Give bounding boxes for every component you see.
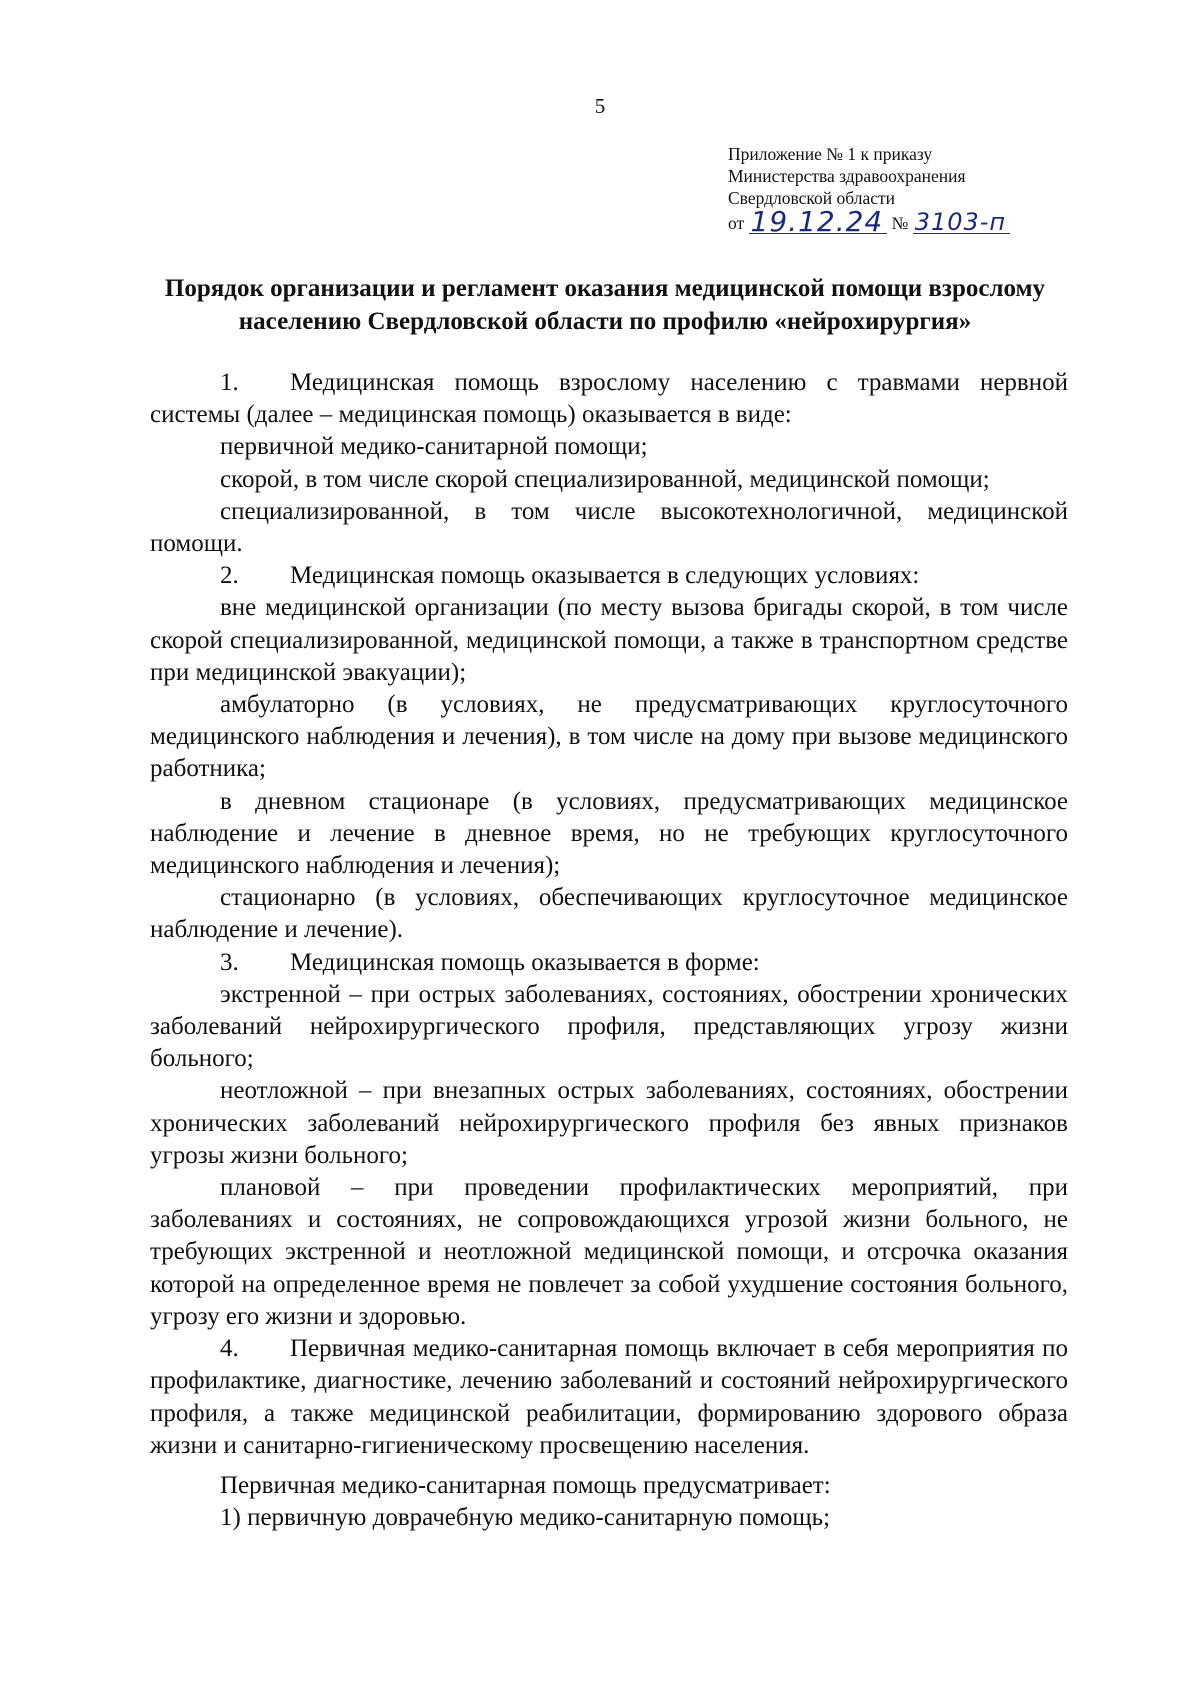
handwritten-date: 19.12.24: [750, 205, 884, 238]
numbered-paragraph: [150, 947, 1068, 979]
numbered-paragraph: [150, 560, 1068, 592]
paragraph-text: стационарно (в условиях, обеспечивающих круглосуточное медицинское наблюдение и лечение).: [150, 884, 1068, 944]
handwritten-number: 3103-п: [914, 208, 1007, 236]
paragraph: [150, 1502, 1068, 1534]
document-body: [150, 367, 1068, 1534]
paragraph: [150, 592, 1068, 689]
paragraph-text: в дневном стационаре (в условиях, предусматривающих медицинское наблюдение и лечение в дневное время, но не требующих круглосуточного медицинского наблюдения и лечения);: [150, 787, 1068, 880]
paragraph: [150, 882, 1068, 946]
paragraph-text: первичной медико-санитарной помощи;: [220, 433, 648, 461]
from-label: от: [728, 213, 745, 233]
paragraph: [150, 496, 1068, 560]
title-line-1: Порядок организации и регламент оказания медицинской помощи взрослому: [164, 275, 1046, 302]
appendix-line-3: Свердловской области: [728, 188, 896, 208]
paragraph: [150, 1075, 1068, 1172]
paragraph-text: экстренной – при острых заболеваниях, состояниях, обострении хронических заболеваний нейрохирургического профиля, представляющих угрозу жизни больного;: [150, 980, 1068, 1073]
paragraph-text: Первичная медико-санитарная помощь включает в себя мероприятия по профилактике, диагностике, лечению заболеваний и состояний нейрохирургического профиля, а также медицинской реабилитации, формированию здорового образа жизни и санитарно-гигиеническому просвещению населения.: [150, 1335, 1068, 1459]
number-label: №: [891, 213, 909, 233]
paragraph-text: Медицинская помощь оказывается в форме:: [290, 948, 760, 976]
paragraph-text: плановой – при проведении профилактических мероприятий, при заболеваниях и состояниях, не сопровождающихся угрозой жизни больного, не требующих экстренной и неотложной медицинской помощи, и отсрочка оказания которой на определенное время не повлечет за собой ухудшение состояния больного, угрозу его жизни и здоровью.: [150, 1174, 1068, 1330]
page-number: 5: [594, 94, 606, 118]
numbered-paragraph: [150, 367, 1068, 431]
appendix-block: [728, 143, 1058, 241]
paragraph-text: вне медицинской организации (по месту вызова бригады скорой, в том числе скорой специализированной, медицинской помощи, а также в транспортном средстве при медицинской эвакуации);: [150, 594, 1068, 686]
paragraph-text: амбулаторно (в условиях, не предусматривающих круглосуточного медицинского наблюдения и лечения), в том числе на дому при вызове медицинского работника;: [150, 691, 1068, 783]
paragraph: [150, 431, 1068, 463]
appendix-line-1: Приложение № 1 к приказу: [728, 144, 933, 164]
paragraph: [150, 464, 1068, 496]
paragraph-text: 1) первичную доврачебную медико-санитарную помощь;: [220, 1504, 831, 1532]
paragraph-number: 4.: [220, 1335, 239, 1363]
paragraph: [150, 1172, 1068, 1333]
paragraph-text: Первичная медико-санитарная помощь предусматривает:: [220, 1471, 831, 1499]
paragraph: [150, 979, 1068, 1076]
paragraph-number: 3.: [220, 948, 239, 976]
paragraph-text: Медицинская помощь взрослому населению с травмами нервной системы (далее – медицинская помощь) оказывается в виде:: [150, 369, 1068, 429]
paragraph-text: специализированной, в том числе высокотехнологичной, медицинской помощи.: [150, 497, 1068, 558]
paragraph-text: неотложной – при внезапных острых заболеваниях, состояниях, обострении хронических заболеваний нейрохирургического профиля без явных признаков угрозы жизни больного;: [150, 1077, 1068, 1169]
title-line-2: населению Свердловской области по профилю «нейрохирургия»: [238, 308, 972, 335]
document-title: [140, 272, 1070, 338]
paragraph-text: скорой, в том числе скорой специализированной, медицинской помощи;: [220, 465, 990, 493]
paragraph: [150, 689, 1068, 786]
paragraph-number: 2.: [220, 562, 239, 590]
paragraph-text: Медицинская помощь оказывается в следующих условиях:: [290, 562, 920, 590]
paragraph: [150, 1470, 1068, 1502]
appendix-line-2: Министерства здравоохранения: [728, 166, 966, 186]
numbered-paragraph: [150, 1333, 1068, 1462]
paragraph-number: 1.: [220, 369, 239, 396]
paragraph: [150, 786, 1068, 883]
order-date-number: [728, 205, 1058, 241]
